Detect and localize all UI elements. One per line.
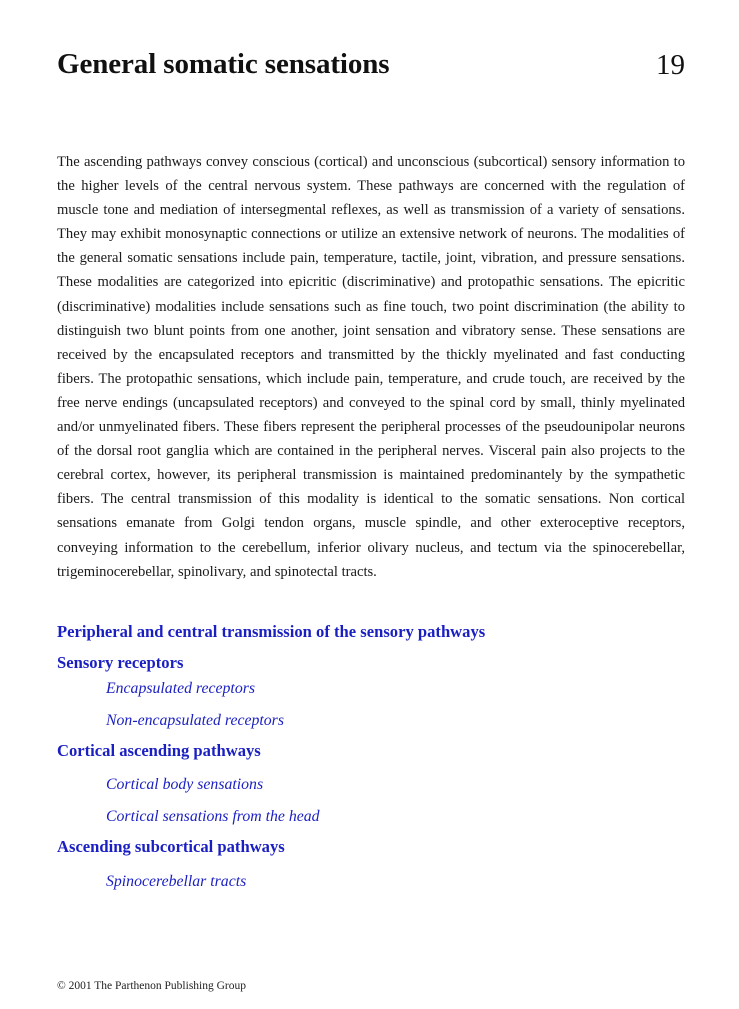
link-cortical-body-sensations[interactable]: Cortical body sensations (106, 776, 264, 793)
link-encapsulated-receptors[interactable]: Encapsulated receptors (106, 680, 256, 697)
intro-paragraph: The ascending pathways convey conscious (cortical) and unconscious (subcortical) sensory information to the higher levels of the central nervous system. These pathways are concerned with the regulation of muscle tone and mediation of intersegmental reflexes, as well as transmission of a variety of sensations. They may exhibit monosynaptic connections or utilize an extensive network of neurons. The modalities of the general somatic sensations include pain, temperature, tactile, joint, vibration, and pressure sensations. These modalities are categorized into epicritic (discriminative) and protopathic sensations. The epicritic (discriminative) modalities include sensations such as fine touch, two point discrimination (the ability to distinguish two blunt points from one another, joint sensation and vibratory sense. These sensations are received by the encapsulated receptors and transmitted by the thickly myelinated and fast conducting fibers. The protopathic sensations, which include pain, temperature, and crude touch, are received by the free nerve endings (uncapsulated receptors) and conveyed to the spinal cord by small, thinly myelinated and/or unmyelinated fibers. These fibers represent the peripheral processes of the pseudounipolar neurons of the dorsal root ganglia which are contained in the peripheral nerves. Visceral pain also projects to the cerebral cortex, however, its peripheral transmission is maintained predominantely by the sympathetic fibers. The central transmission of this modality is identical to the somatic sensations. Non cortical sensations emanate from Golgi tendon organs, muscle spindle, and other exteroceptive receptors, conveying information to the cerebellum, inferior olivary nucleus, and tectum via the spinocerebellar, trigeminocerebellar, spinolivary, and spinotectal tracts. (57, 154, 685, 580)
page-header (57, 48, 687, 88)
copyright-footer: © 2001 The Parthenon Publishing Group (57, 980, 247, 992)
link-ascending-subcortical-pathways[interactable]: Ascending subcortical pathways (57, 837, 285, 856)
link-cortical-sensations-head[interactable]: Cortical sensations from the head (106, 808, 320, 825)
link-peripheral-central-transmission[interactable]: Peripheral and central transmission of the sensory pathways (57, 622, 486, 641)
link-spinocerebellar-tracts[interactable]: Spinocerebellar tracts (106, 873, 247, 890)
page-number: 19 (656, 49, 685, 81)
chapter-title: General somatic sensations (57, 48, 390, 80)
link-sensory-receptors[interactable]: Sensory receptors (57, 653, 184, 672)
link-non-encapsulated-receptors[interactable]: Non-encapsulated receptors (106, 712, 284, 729)
link-cortical-ascending-pathways[interactable]: Cortical ascending pathways (57, 741, 261, 760)
